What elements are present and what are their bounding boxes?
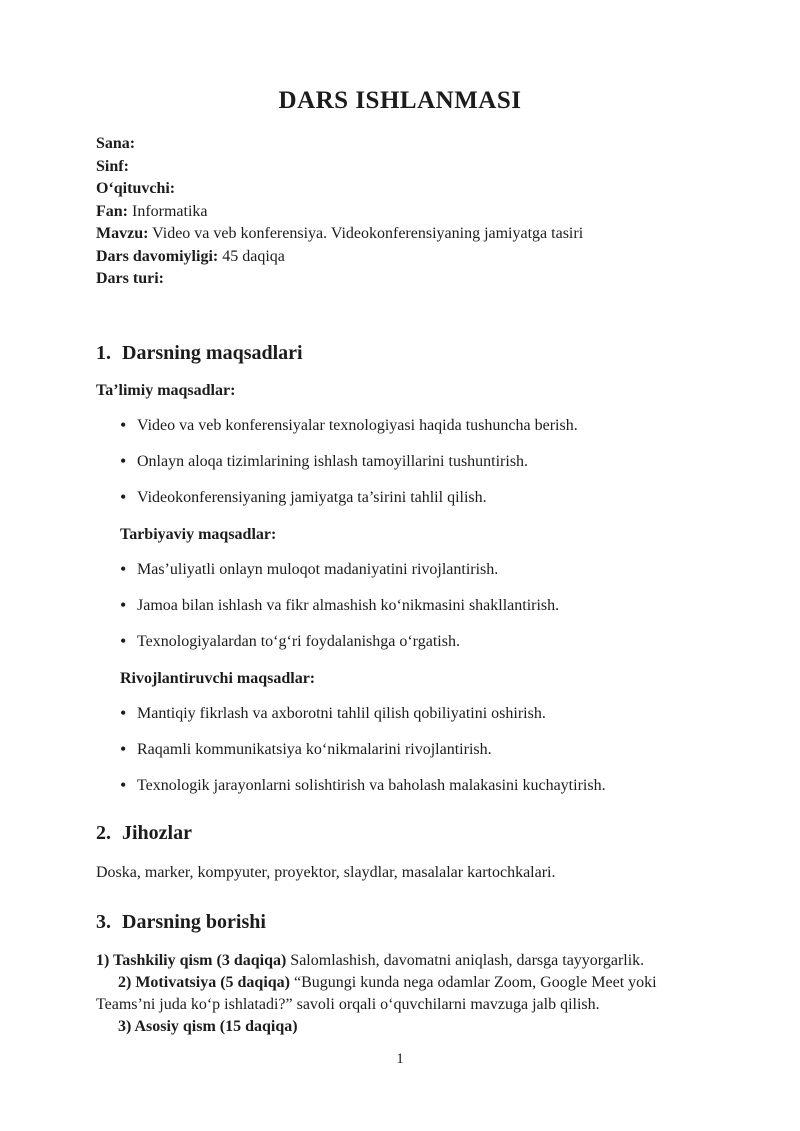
step-text: “Bugungi kunda nega odamlar Zoom, Google Meet yoki Teams’ni juda ko‘p ishlatadi?” savoli orqali o‘quvchilarni mavzuga jalb qilish. bbox=[96, 973, 657, 1013]
meta-label: Fan: bbox=[96, 202, 128, 220]
meta-line-sinf bbox=[96, 156, 704, 179]
section-number: 3. bbox=[96, 910, 111, 933]
goal-list-talimiy bbox=[120, 415, 704, 509]
goal-group-heading-talimiy: Ta’limiy maqsadlar: bbox=[96, 381, 236, 399]
meta-label: O‘qituvchi: bbox=[96, 180, 176, 197]
step-label: 3) Asosiy qism (15 daqiqa) bbox=[118, 1017, 298, 1035]
goal-group-heading-tarbiyaviy: Tarbiyaviy maqsadlar: bbox=[120, 525, 277, 543]
goal-item: • Mas’uliyatli onlayn muloqot madaniyatini rivojlantirish. bbox=[120, 559, 704, 581]
meta-value: Informatika bbox=[132, 202, 208, 220]
section-3-heading bbox=[96, 910, 704, 934]
goal-item: • Texnologik jarayonlarni solishtirish va baholash malakasini kuchaytirish. bbox=[120, 775, 704, 797]
goal-item: • Raqamli kommunikatsiya ko‘nikmalarini rivojlantirish. bbox=[120, 739, 704, 761]
step-text: Salomlashish, davomatni aniqlash, darsga tayyorgarlik. bbox=[290, 951, 645, 969]
step-paragraph-1 bbox=[96, 950, 704, 972]
meta-line-fan bbox=[96, 201, 704, 224]
goal-list-rivojlantiruvchi bbox=[120, 703, 704, 797]
section-2-heading bbox=[96, 821, 704, 845]
goal-item: • Jamoa bilan ishlash va fikr almashish ko‘nikmasini shakllantirish. bbox=[120, 595, 704, 617]
meta-value: 45 daqiqa bbox=[222, 247, 285, 265]
meta-value: Video va veb konferensiya. Videokonferensiyaning jamiyatga tasiri bbox=[152, 225, 584, 242]
section-1-heading bbox=[96, 341, 704, 365]
meta-line-turi bbox=[96, 268, 704, 291]
equipment-text: Doska, marker, kompyuter, proyektor, slaydlar, masalalar kartochkalari. bbox=[96, 863, 556, 881]
section-title: Darsning borishi bbox=[122, 910, 266, 933]
page-title: DARS ISHLANMASI bbox=[278, 87, 522, 114]
section-number: 1. bbox=[96, 341, 111, 364]
step-paragraph-2 bbox=[96, 972, 704, 1016]
section-title: Jihozlar bbox=[122, 821, 192, 844]
goal-list-tarbiyaviy bbox=[120, 559, 704, 653]
step-paragraph-3 bbox=[96, 1016, 704, 1038]
meta-block bbox=[96, 133, 704, 291]
goal-item: • Videokonferensiyaning jamiyatga ta’sirini tahlil qilish. bbox=[120, 487, 704, 509]
goal-item: • Onlayn aloqa tizimlarining ishlash tamoyillarini tushuntirish. bbox=[120, 451, 704, 473]
step-label: 1) Tashkiliy qism (3 daqiqa) bbox=[96, 951, 287, 969]
goal-item: • Texnologiyalardan to‘g‘ri foydalanishga o‘rgatish. bbox=[120, 631, 704, 653]
page-number: 1 bbox=[396, 1051, 404, 1067]
meta-label: Dars davomiyligi: bbox=[96, 247, 219, 265]
meta-label: Dars turi: bbox=[96, 270, 164, 287]
section-title: Darsning maqsadlari bbox=[122, 341, 303, 364]
step-label: 2) Motivatsiya (5 daqiqa) bbox=[118, 973, 290, 991]
meta-line-sana bbox=[96, 133, 704, 156]
meta-line-oqituvchi bbox=[96, 178, 704, 201]
section-number: 2. bbox=[96, 821, 111, 844]
meta-line-davomiyligi bbox=[96, 246, 704, 269]
goal-group-heading-rivojlantiruvchi: Rivojlantiruvchi maqsadlar: bbox=[120, 669, 316, 687]
goal-item: • Mantiqiy fikrlash va axborotni tahlil qilish qobiliyatini oshirish. bbox=[120, 703, 704, 725]
meta-label: Sinf: bbox=[96, 157, 129, 175]
goal-item: • Video va veb konferensiyalar texnologiyasi haqida tushuncha berish. bbox=[120, 415, 704, 437]
meta-label: Sana: bbox=[96, 135, 136, 152]
meta-label: Mavzu: bbox=[96, 225, 149, 242]
meta-line-mavzu bbox=[96, 223, 704, 246]
lesson-steps bbox=[96, 950, 704, 1038]
